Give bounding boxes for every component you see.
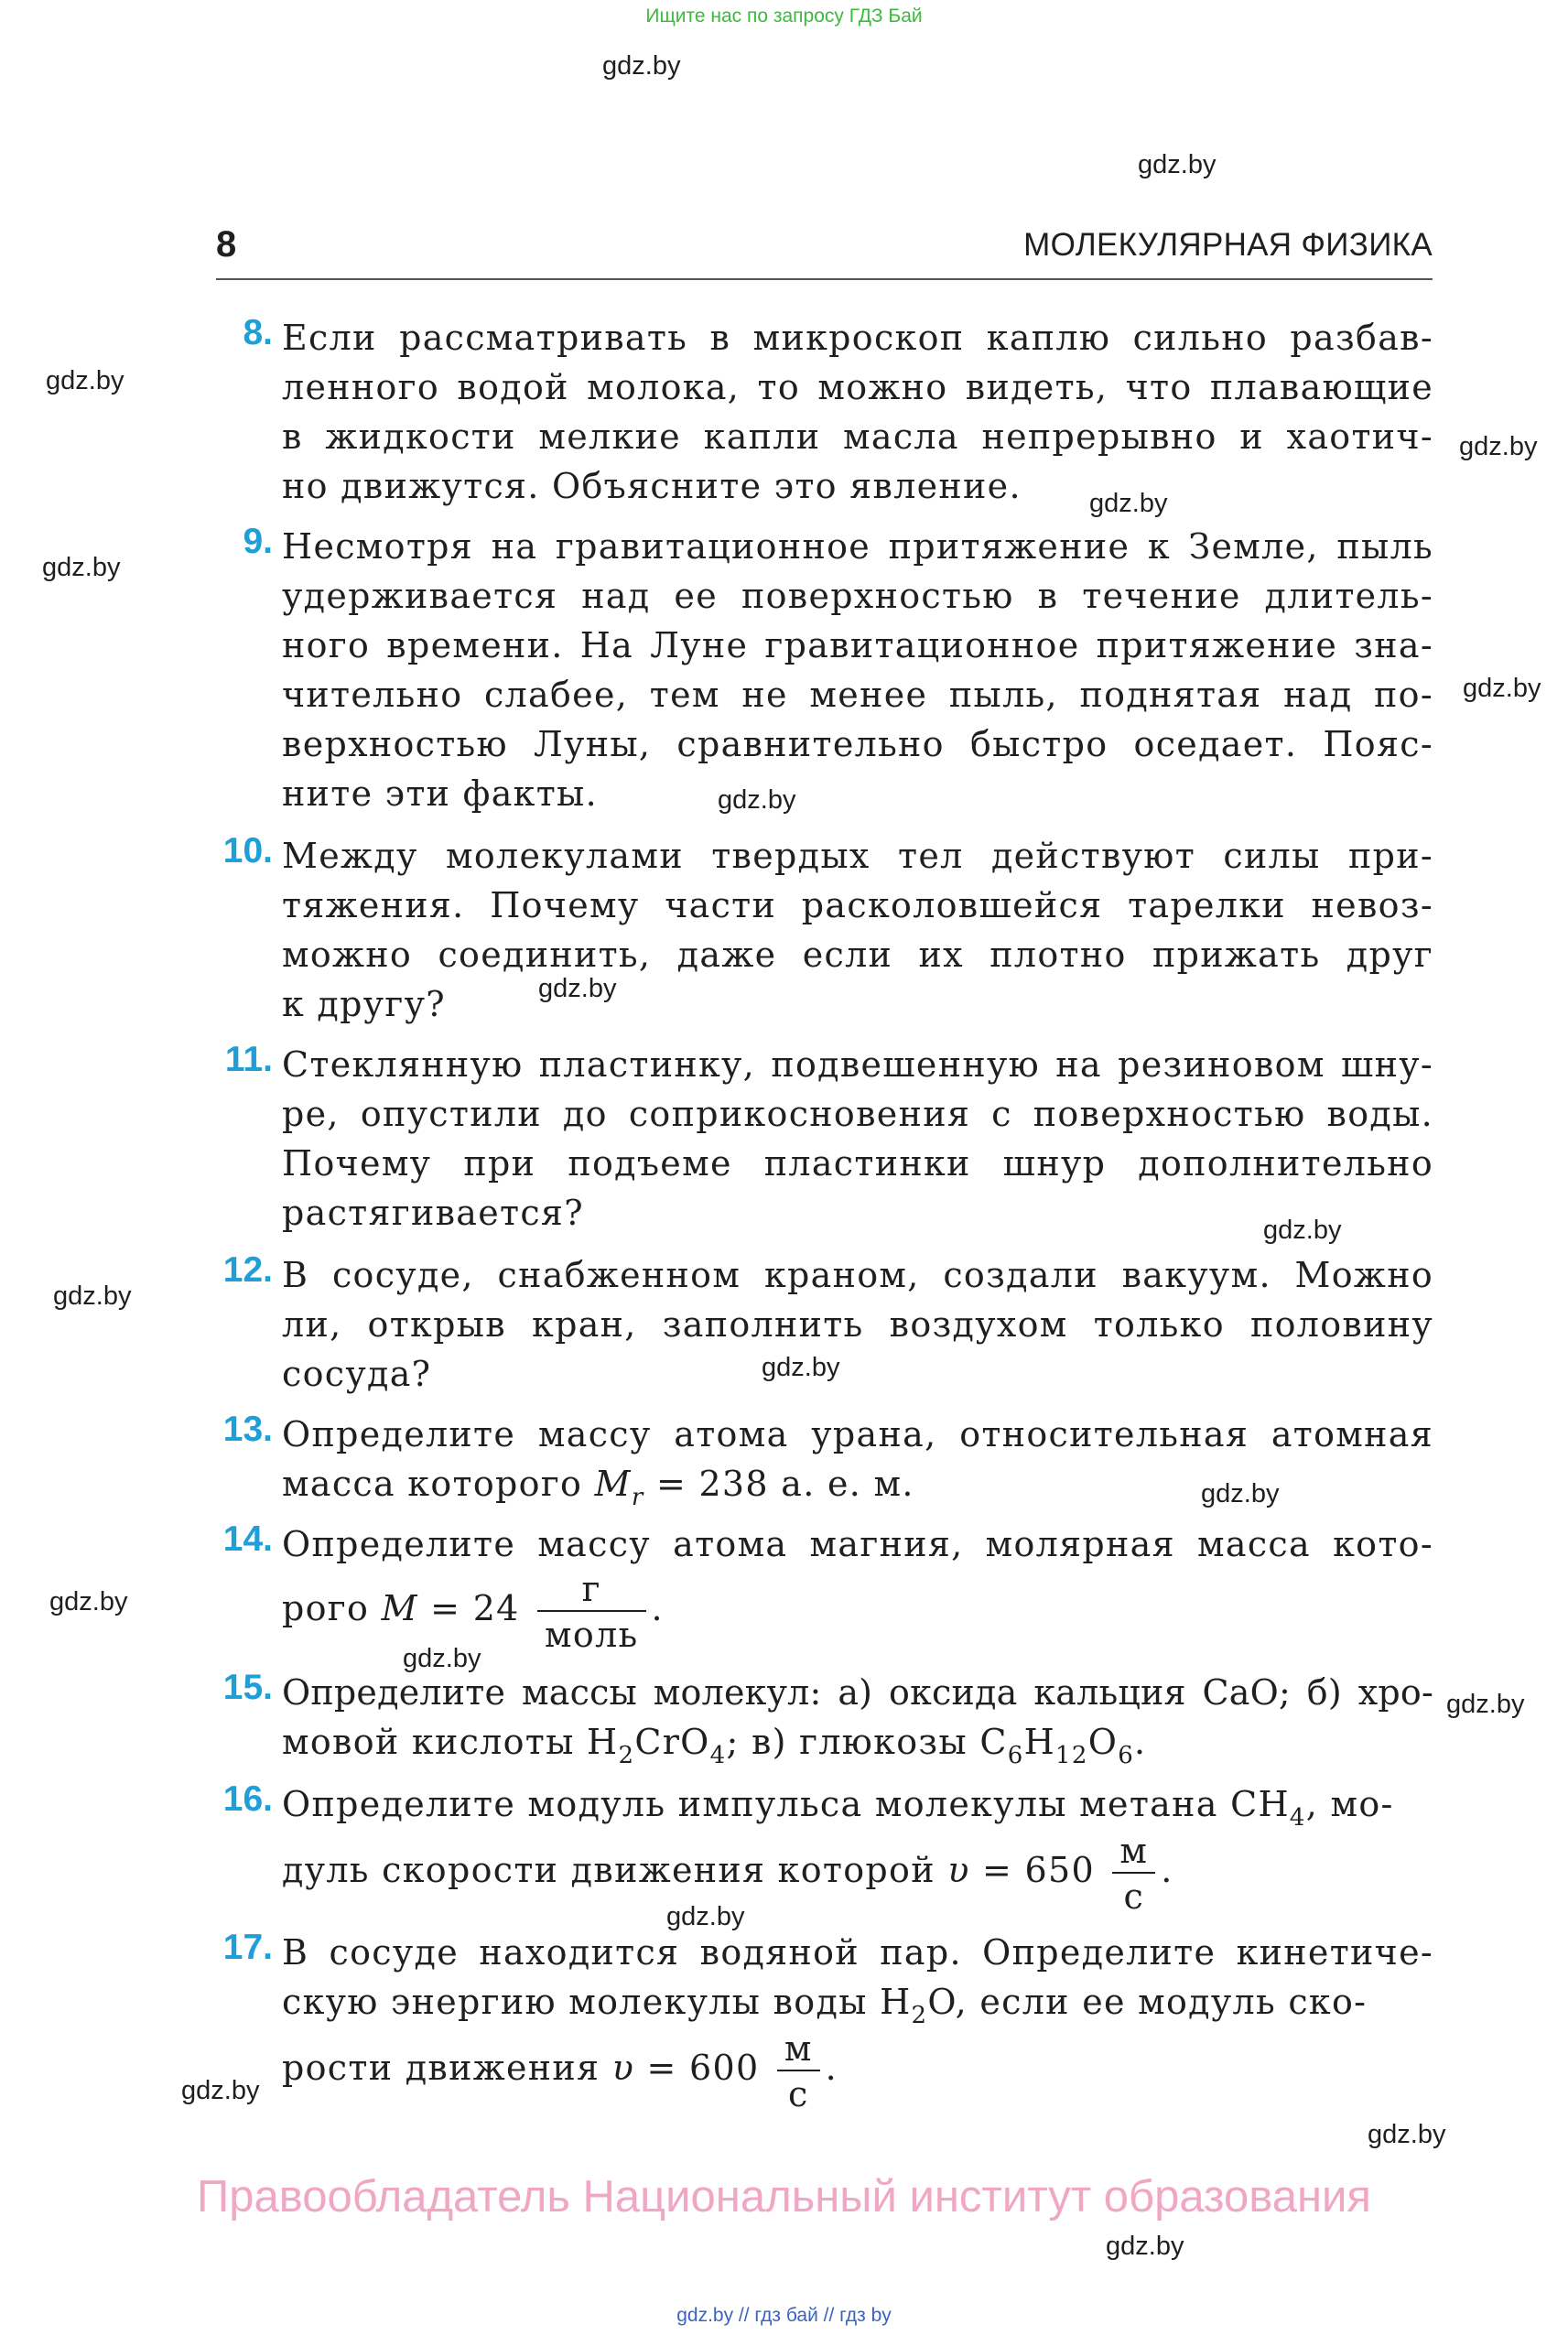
fraction-denominator: с: [1123, 1876, 1145, 1917]
running-head: МОЛЕКУЛЯРНАЯ ФИЗИКА: [1023, 227, 1433, 263]
subscript: 6: [1118, 1742, 1135, 1769]
watermark: gdz.by: [1446, 1690, 1525, 1719]
copyright-notice: Правообладатель Национальный институт образования: [197, 2172, 1371, 2222]
subscript: 4: [1289, 1804, 1306, 1832]
watermark: gdz.by: [53, 1281, 132, 1311]
text-line: удерживается над ее поверхностью в течение длитель-: [282, 576, 1433, 616]
text-fragment: CrO: [634, 1722, 710, 1762]
problem-number: 10.: [222, 831, 273, 870]
text-line: В сосуде находится водяной пар. Определите кинетиче-: [282, 1932, 1433, 1973]
text-line: Определите массу атома магния, молярная масса кото-: [282, 1524, 1433, 1564]
watermark: gdz.by: [1138, 150, 1217, 179]
watermark: gdz.by: [602, 51, 681, 81]
text-line: Определите массу атома урана, относительная атомная: [282, 1414, 1433, 1454]
text-line: ленного водой молока, то можно видеть, что плавающие: [282, 367, 1433, 407]
problem-number: 14.: [222, 1519, 273, 1559]
text-line: верхностью Луны, сравнительно быстро оседает. Пояс-: [282, 724, 1433, 764]
text-line: но движутся. Объясните это явление.: [282, 466, 1022, 506]
text-fragment: O: [1087, 1722, 1119, 1762]
problem-number: 17.: [222, 1928, 273, 1967]
text-line: Если рассматривать в микроскоп каплю сильно разбав-: [282, 318, 1433, 358]
text-line: [282, 1779, 1433, 1832]
problem-number: 11.: [224, 1040, 273, 1079]
text-line: чительно слабее, тем не менее пыль, поднятая над по-: [282, 675, 1433, 715]
text-fragment: = 600: [634, 2048, 772, 2088]
subscript: 12: [1055, 1742, 1088, 1769]
text-fragment: , мо-: [1305, 1784, 1394, 1824]
fraction-numerator: г: [537, 1572, 645, 1612]
watermark: gdz.by: [1459, 432, 1538, 461]
watermark: gdz.by: [718, 785, 796, 815]
text-line: Несмотря на гравитационное притяжение к Земле, пыль: [282, 526, 1433, 567]
subscript: 2: [911, 2002, 928, 2029]
top-banner: Ищите нас по запросу ГДЗ Бай: [645, 5, 923, 27]
fraction-numerator: м: [777, 2031, 820, 2071]
watermark: gdz.by: [666, 1902, 745, 1931]
problem-number: 13.: [222, 1410, 273, 1449]
text-line: можно соединить, даже если их плотно прижать друг: [282, 935, 1433, 975]
text-line: [282, 1977, 1433, 2027]
text-line: [282, 1568, 1433, 1655]
text-fragment: = 238 а. е. м.: [643, 1464, 914, 1504]
text-fragment: мовой кислоты H: [282, 1722, 619, 1762]
text-line: [282, 1717, 1433, 1767]
text-fragment: рости движения: [282, 2048, 612, 2088]
unit-fraction: [537, 1568, 645, 1655]
text-fragment: H: [1023, 1722, 1056, 1762]
page-number: 8: [216, 224, 237, 265]
text-line: [282, 1459, 1433, 1511]
watermark: gdz.by: [181, 2076, 260, 2105]
problem-number: 8.: [243, 313, 273, 352]
text-line: ните эти факты.: [282, 773, 598, 814]
unit-fraction: [777, 2027, 820, 2114]
subscript: 2: [618, 1742, 635, 1769]
watermark: gdz.by: [46, 366, 124, 395]
text-line: ли, открыв кран, заполнить воздухом только половину: [282, 1304, 1433, 1345]
subscript: 4: [709, 1742, 727, 1769]
text-fragment: Определите модуль импульса молекулы метана CH: [282, 1784, 1290, 1824]
text-fragment: .: [825, 2048, 838, 2088]
text-fragment: = 24: [417, 1588, 533, 1628]
text-fragment: .: [1134, 1722, 1147, 1762]
text-fragment: .: [651, 1588, 664, 1628]
text-fragment: дуль скорости движения которой: [282, 1850, 948, 1890]
text-line: Почему при подъеме пластинки шнур дополнительно: [282, 1143, 1433, 1184]
text-line: к другу?: [282, 984, 446, 1024]
watermark: gdz.by: [1201, 1479, 1280, 1508]
watermark: gdz.by: [1263, 1216, 1342, 1245]
watermark: gdz.by: [1106, 2232, 1184, 2261]
problem-number: 12.: [222, 1250, 273, 1290]
text-line: ре, опустили до соприкосновения с поверхностью воды.: [282, 1094, 1433, 1134]
watermark: gdz.by: [42, 553, 121, 582]
subscript: 6: [1007, 1742, 1024, 1769]
watermark: gdz.by: [1463, 674, 1541, 703]
watermark: gdz.by: [49, 1587, 128, 1616]
fraction-denominator: моль: [545, 1614, 639, 1655]
text-line: Стеклянную пластинку, подвешенную на резиновом шну-: [282, 1044, 1433, 1085]
problem-number: 15.: [222, 1668, 273, 1707]
watermark: gdz.by: [538, 974, 617, 1003]
watermark: gdz.by: [1089, 489, 1168, 518]
text-line: [282, 2027, 1433, 2114]
unit-fraction: [1112, 1830, 1155, 1917]
watermark: gdz.by: [1368, 2120, 1446, 2149]
text-fragment: масса которого: [282, 1464, 595, 1504]
text-line: ного времени. На Луне гравитационное притяжение зна-: [282, 625, 1433, 665]
math-symbol: υ: [611, 2048, 635, 2088]
problem-number: 16.: [222, 1779, 273, 1819]
text-line: В сосуде, снабженном краном, создали вакуум. Можно: [282, 1255, 1433, 1295]
watermark: gdz.by: [403, 1644, 481, 1673]
text-fragment: скую энергию молекулы воды H: [282, 1982, 912, 2022]
text-fragment: .: [1161, 1850, 1173, 1890]
text-fragment: рого: [282, 1588, 382, 1628]
header-rule: [216, 278, 1433, 280]
math-symbol: M: [381, 1588, 418, 1628]
math-symbol: M: [594, 1464, 632, 1504]
text-line: сосуда?: [282, 1354, 432, 1394]
text-fragment: ; в) глюкозы C: [726, 1722, 1008, 1762]
text-line: Определите массы молекул: а) оксида кальция CaO; б) хро-: [282, 1672, 1433, 1713]
footer-links[interactable]: gdz.by // гдз бай // гдз by: [676, 2305, 892, 2326]
text-line: в жидкости мелкие капли масла непрерывно и хаотич-: [282, 416, 1433, 457]
text-line: тяжения. Почему части расколовшейся тарелки невоз-: [282, 885, 1433, 925]
watermark: gdz.by: [762, 1353, 840, 1382]
text-line: Между молекулами твердых тел действуют силы при-: [282, 836, 1433, 876]
problem-number: 9.: [243, 522, 273, 561]
fraction-numerator: м: [1112, 1833, 1155, 1874]
text-fragment: = 650: [969, 1850, 1108, 1890]
text-line: растягивается?: [282, 1193, 584, 1233]
subscript: r: [631, 1484, 644, 1511]
text-fragment: O, если ее модуль ско-: [927, 1982, 1368, 2022]
math-symbol: υ: [947, 1850, 970, 1890]
fraction-denominator: с: [787, 2073, 809, 2114]
